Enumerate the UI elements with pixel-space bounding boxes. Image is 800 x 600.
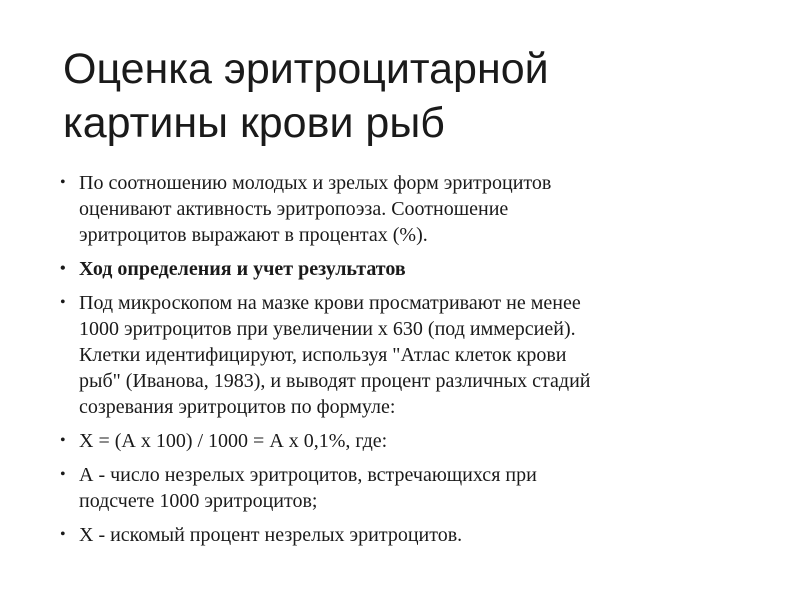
bullet-text-line: эритроцитов выражают в процентах (%).	[79, 224, 428, 246]
bullet-item	[58, 170, 738, 248]
bullet-text	[79, 462, 738, 514]
bullet-text-line: Клетки идентифицируют, используя "Атлас клеток крови	[79, 344, 567, 366]
bullet-icon: •	[60, 526, 66, 543]
bullet-text	[79, 170, 738, 248]
bullet-text-line: рыб" (Иванова, 1983), и выводят процент различных стадий	[79, 370, 591, 392]
bullet-text-line: оценивают активность эритропоэза. Соотношение	[79, 198, 509, 220]
slide-title-line: Оценка эритроцитарной	[63, 45, 549, 93]
bullet-text-line: А - число незрелых эритроцитов, встречающихся при	[79, 464, 537, 486]
slide-title	[63, 42, 763, 150]
slide-title-line: картины крови рыб	[63, 99, 445, 147]
bullet-icon: •	[60, 432, 66, 449]
bullet-text-line: Под микроскопом на мазке крови просматривают не менее	[79, 292, 581, 314]
bullet-text-line: По соотношению молодых и зрелых форм эритроцитов	[79, 172, 552, 194]
bullet-text	[79, 522, 738, 548]
bullet-item-formula	[58, 428, 738, 454]
bullet-text-line: подсчете 1000 эритроцитов;	[79, 490, 318, 512]
bullet-text	[79, 290, 738, 420]
bullet-icon: •	[60, 260, 66, 277]
bullet-item	[58, 462, 738, 514]
bullet-list	[58, 170, 738, 556]
bullet-text-line: созревания эритроцитов по формуле:	[79, 396, 396, 418]
bullet-item	[58, 522, 738, 548]
bullet-item	[58, 290, 738, 420]
bullet-icon: •	[60, 294, 66, 311]
bullet-icon: •	[60, 466, 66, 483]
bullet-icon: •	[60, 174, 66, 191]
bullet-text-line: 1000 эритроцитов при увеличении х 630 (под иммерсией).	[79, 318, 576, 340]
bullet-text	[79, 256, 738, 282]
bullet-text	[79, 428, 738, 454]
bullet-text-line: Ход определения и учет результатов	[79, 258, 406, 280]
bullet-item-heading	[58, 256, 738, 282]
bullet-text-line: X - искомый процент незрелых эритроцитов.	[79, 524, 463, 546]
bullet-text-line: X = (А х 100) / 1000 = А х 0,1%, где:	[79, 430, 388, 452]
